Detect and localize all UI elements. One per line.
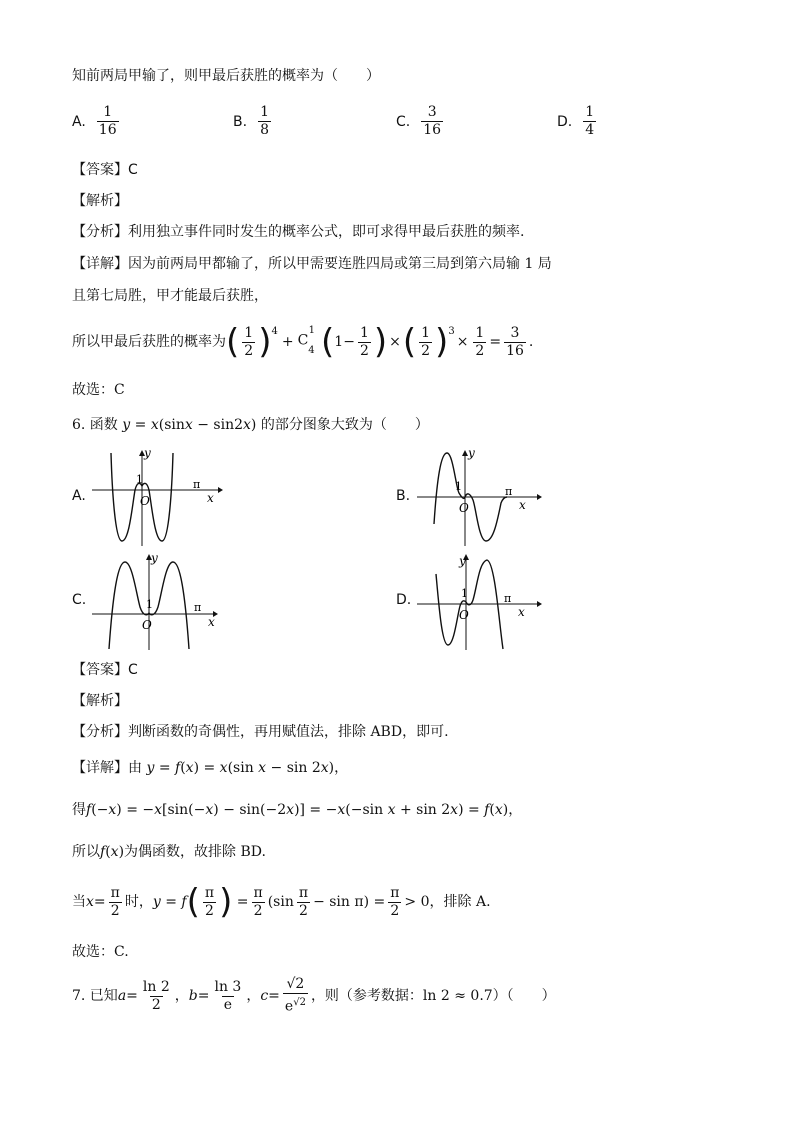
x-axis-label: x (208, 615, 215, 629)
q6-graph-a (90, 448, 225, 548)
q5-answer (72, 160, 138, 180)
y-axis-label: y (468, 448, 475, 460)
option-label: D. (396, 592, 412, 608)
tick-pi: π (193, 478, 201, 491)
numerator: 1 (103, 104, 113, 120)
option-fraction (421, 104, 443, 139)
suoyi-tail: 为偶函数，故排除 BD. (124, 844, 266, 860)
q6-jiexi-tag: 【解析】 (72, 693, 128, 709)
formula-prefix: 所以甲最后获胜的概率为 (72, 334, 226, 350)
answer-value: C (128, 162, 138, 178)
q5-probability-formula: 所以甲最后获胜的概率为 ( $\frac{1}{2}$ ) $^4$ + $C_4^1$ ( 1− $\frac{1}{2}$ ) × ( $\frac{1}{2}$ ) $^3$ × $\frac{1}{2}$ = $\frac{3}{16}$ . (72, 322, 534, 362)
q6-xiangjie-3: 所以f(x)为偶函数，故排除 BD. (72, 844, 266, 860)
x-axis-label: x (207, 491, 214, 505)
fenxi-tag: 【分析】 (72, 224, 128, 240)
q5-stem-tail: 知前两局甲输了，则甲最后获胜的概率为（ ） (72, 68, 380, 84)
question-number: 7. 已知 (72, 988, 118, 1004)
numerator: 3 (427, 104, 437, 120)
tick-one: 1 (455, 480, 462, 493)
q5-guxuan: 故选：C (72, 382, 125, 398)
origin-label: O (459, 501, 469, 515)
q5-option-d (557, 104, 599, 139)
x-axis-label: x (519, 498, 526, 512)
stem-tail: ，则（参考数据：ln 2 ≈ 0.7）（ ） (310, 988, 556, 1004)
q6-answer (72, 660, 138, 680)
numerator: 1 (585, 104, 595, 120)
tick-pi: π (504, 592, 512, 605)
option-label: C. (396, 113, 411, 130)
x-axis-label: x (518, 605, 525, 619)
shi-text: 时， (124, 894, 153, 910)
tick-one: 1 (136, 473, 143, 486)
option-label: A. (72, 113, 86, 130)
xiangjie-tag: 【详解】 (72, 256, 128, 272)
y-axis-label: y (459, 554, 466, 568)
q6-graph-d (415, 552, 545, 652)
origin-label: O (459, 608, 469, 622)
q5-jiexi-tag: 【解析】 (72, 193, 128, 209)
tick-one: 1 (461, 587, 468, 600)
q5-xiangjie-2: 且第七局胜，甲才能最后获胜， (72, 288, 268, 304)
y-axis-label: y (144, 448, 151, 460)
q6-xiangjie-1: 【详解】由 y = f(x) = x(sin x − sin 2x)， (72, 760, 349, 776)
q5-option-a (72, 104, 122, 139)
q6-stem: 6. 函数 y = x(sinx − sin2x) 的部分图象大致为（ ） (72, 417, 429, 433)
option-label: D. (557, 113, 573, 130)
origin-label: O (142, 618, 152, 632)
suoyi-text: 所以 (72, 844, 100, 860)
question-number: 6. 函数 (72, 417, 118, 433)
option-label: B. (396, 488, 411, 504)
q6-xiangjie-2: 得f(−x) = −x[sin(−x) − sin(−2x)] = −x(−sin x + sin 2x) = f(x)， (72, 802, 523, 818)
answer-tag: 【答案】 (72, 662, 128, 678)
option-fraction (258, 104, 271, 139)
denominator: 16 (98, 122, 117, 138)
q6-fenxi (72, 722, 449, 742)
option-label: C. (72, 592, 87, 608)
q5-xiangjie-1 (72, 254, 552, 274)
paichu-text: ，排除 A. (429, 894, 491, 910)
fenxi-tag: 【分析】 (72, 724, 128, 740)
q6-graph-c (90, 552, 225, 652)
stem-tail: 的部分图象大致为（ ） (260, 417, 429, 433)
option-fraction (583, 104, 596, 139)
answer-value: C (128, 662, 138, 678)
tick-pi: π (505, 485, 513, 498)
denominator: 8 (260, 122, 269, 138)
origin-label: O (140, 494, 150, 508)
numerator: 1 (260, 104, 269, 120)
q7-stem: 7. 已知 a = $\frac{\ln 2}{2}$ ， b = $\frac{\ln 3}{e}$ ， c = $\frac{√2}{e^{√2}}$ ，则（参考数据：ln 2 ≈ 0.7）（ ） (72, 976, 556, 1015)
q5-option-c (396, 104, 446, 139)
xiangjie-text: 因为前两局甲都输了，所以甲需要连胜四局或第三局到第六局输 1 局 (128, 256, 552, 272)
denominator: 4 (585, 122, 595, 138)
option-fraction (97, 104, 119, 139)
q6-guxuan: 故选：C. (72, 944, 129, 960)
q6-graph-b (415, 448, 545, 548)
q5-fenxi (72, 222, 524, 242)
xiangjie-tag: 【详解】 (72, 760, 128, 776)
q6-xiangjie-4: 当 x = $\frac{\pi}{2}$ 时， y = f ( $\frac{\pi}{2}$ ) = $\frac{\pi}{2}$ (sin $\frac{\pi}{2}$ − sin π) = $\frac{\pi}{2}$ > 0 ，排除 A. (72, 882, 491, 922)
option-label: B. (233, 113, 248, 130)
tick-pi: π (194, 601, 202, 614)
you-text: 由 (128, 760, 142, 776)
fenxi-text: 利用独立事件同时发生的概率公式，即可求得甲最后获胜的频率. (128, 224, 525, 240)
answer-tag: 【答案】 (72, 162, 128, 178)
y-axis-label: y (151, 552, 158, 565)
option-label: A. (72, 488, 86, 504)
tick-one: 1 (146, 598, 153, 611)
fenxi-text: 判断函数的奇偶性，再用赋值法，排除 ABD，即可. (128, 724, 449, 740)
dang-text: 当 (72, 894, 86, 910)
denominator: 16 (423, 122, 442, 138)
de-text: 得 (72, 802, 86, 818)
q5-option-b (233, 104, 274, 139)
